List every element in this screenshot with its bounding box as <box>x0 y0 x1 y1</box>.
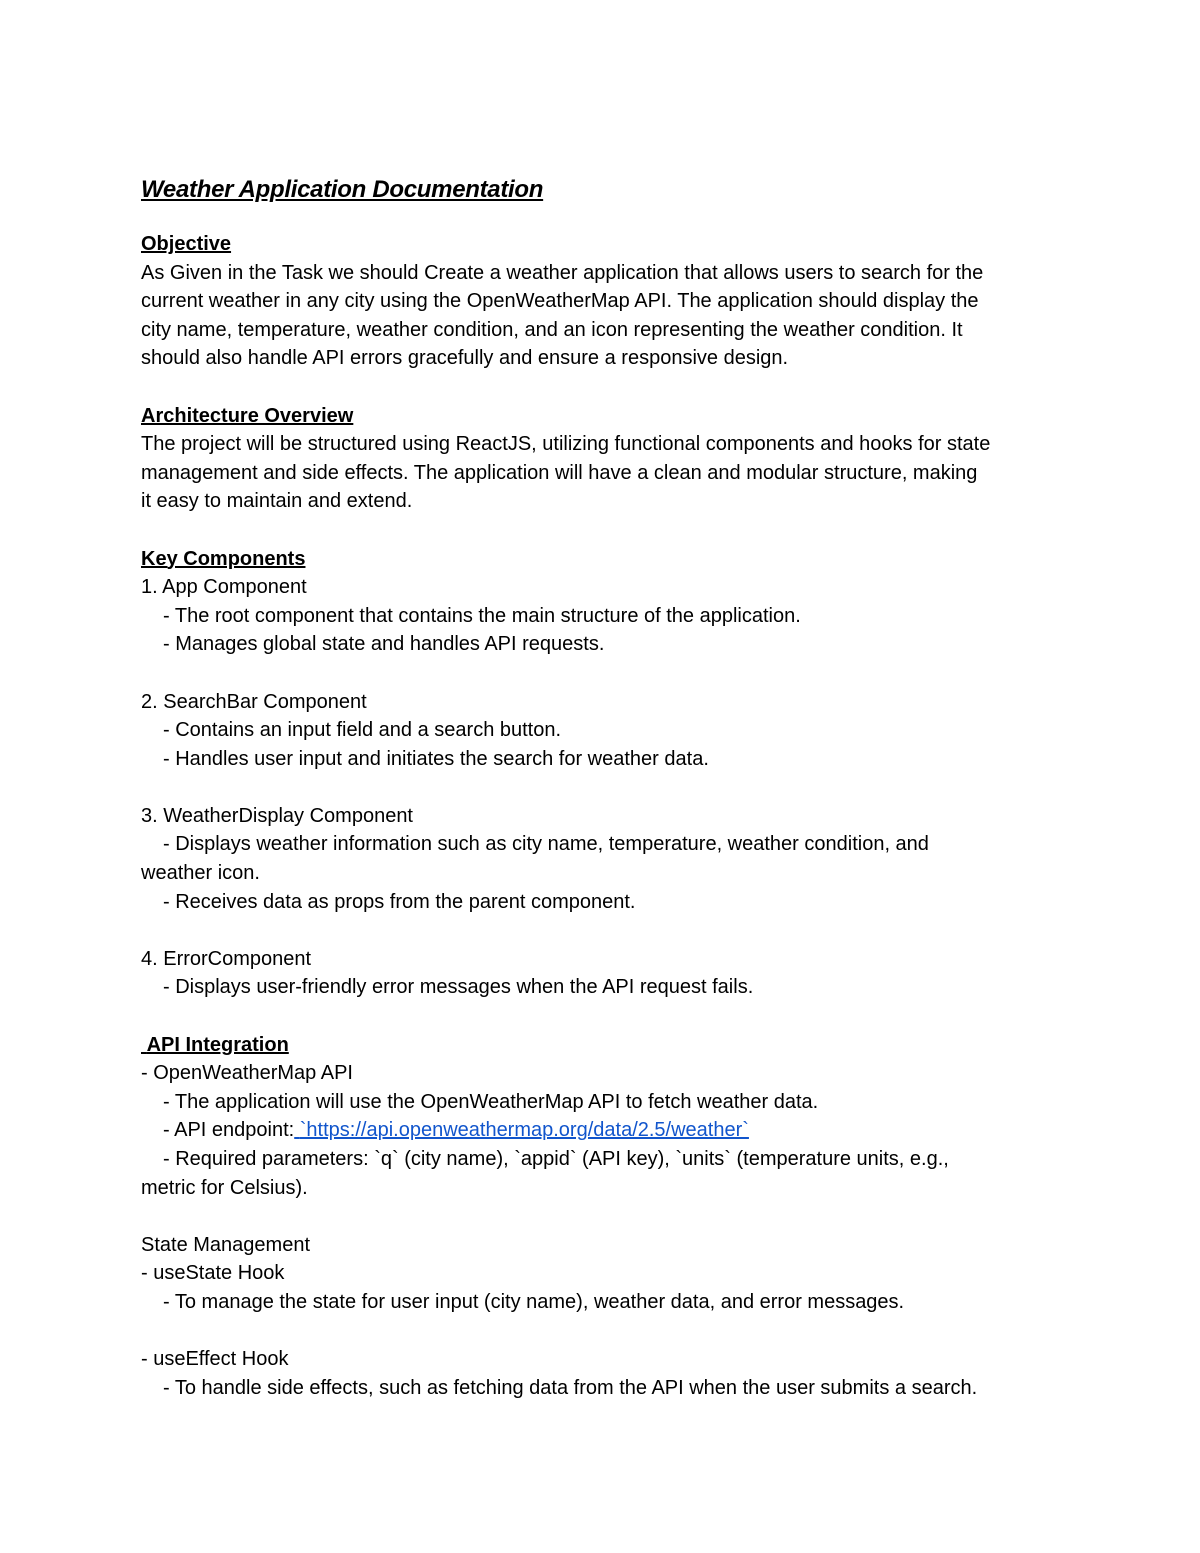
component-bullet: - Receives data as props from the parent component. <box>163 890 636 913</box>
api-endpoint-label: - API endpoint: <box>163 1119 295 1142</box>
component-bullet: - Contains an input field and a search button. <box>163 719 562 742</box>
state-management-heading: State Management <box>141 1233 310 1256</box>
component-bullet: - Displays user-friendly error messages when the API request fails. <box>163 976 754 999</box>
usestate-desc: - To manage the state for user input (city name), weather data, and error messages. <box>163 1290 905 1313</box>
spacer <box>141 1317 1081 1346</box>
spacer <box>141 659 1081 688</box>
api-endpoint-link[interactable] <box>294 1119 749 1141</box>
api-endpoint-url[interactable]: `https://api.openweathermap.org/data/2.5/weather` <box>299 1119 749 1142</box>
architecture-section <box>141 402 1081 516</box>
component-bullet: - Displays weather information such as city name, temperature, weather condition, and <box>163 833 929 856</box>
objective-line: city name, temperature, weather condition, and an icon representing the weather condition. It <box>141 318 963 341</box>
spacer <box>141 1002 1081 1031</box>
api-integration-heading <box>141 1031 1081 1060</box>
component-bullet: - Handles user input and initiates the search for weather data. <box>163 747 709 770</box>
component-title: 2. SearchBar Component <box>141 690 367 713</box>
api-params-wrap: metric for Celsius). <box>141 1176 308 1199</box>
spacer <box>141 516 1081 545</box>
objective-line: current weather in any city using the OpenWeatherMap API. The application should display the <box>141 290 979 313</box>
objective-heading: Objective <box>141 233 232 255</box>
component-bullet: - Manages global state and handles API requests. <box>163 633 605 656</box>
component-title: 3. WeatherDisplay Component <box>141 804 413 827</box>
document-page <box>141 172 1081 1402</box>
spacer <box>141 1202 1081 1231</box>
api-params-line: - Required parameters: `q` (city name), `appid` (API key), `units` (temperature units, e.g., <box>163 1148 949 1170</box>
document-title: Weather Application Documentation <box>141 176 544 203</box>
architecture-heading: Architecture Overview <box>141 404 354 427</box>
useeffect-desc: - To handle side effects, such as fetching data from the API when the user submits a search. <box>163 1376 978 1399</box>
objective-section <box>141 230 1081 373</box>
usestate-hook: - useState Hook <box>141 1262 285 1285</box>
architecture-line: it easy to maintain and extend. <box>141 490 413 513</box>
state-management-section <box>141 1231 1081 1403</box>
api-integration-heading-text: API Integration <box>146 1033 289 1056</box>
component-bullet: - The root component that contains the main structure of the application. <box>163 604 801 627</box>
spacer <box>141 773 1081 802</box>
key-components-section <box>141 545 1081 1003</box>
api-integration-section <box>141 1031 1081 1203</box>
spacer <box>141 373 1081 402</box>
component-bullet-wrap: weather icon. <box>141 862 260 885</box>
architecture-line: management and side effects. The application will have a clean and modular structure, making <box>141 461 978 484</box>
key-components-heading: Key Components <box>141 547 306 570</box>
component-title: 1. App Component <box>141 576 307 599</box>
api-line: - The application will use the OpenWeatherMap API to fetch weather data. <box>163 1090 819 1113</box>
useeffect-hook: - useEffect Hook <box>141 1348 289 1371</box>
architecture-line: The project will be structured using ReactJS, utilizing functional components and hooks for state <box>141 433 991 456</box>
spacer <box>141 916 1081 945</box>
component-title: 4. ErrorComponent <box>141 947 312 970</box>
api-intro: - OpenWeatherMap API <box>141 1062 353 1085</box>
objective-line: should also handle API errors gracefully and ensure a responsive design. <box>141 347 789 370</box>
objective-line: As Given in the Task we should Create a weather application that allows users to search for the <box>141 261 984 284</box>
api-endpoint-line <box>141 1116 1081 1145</box>
